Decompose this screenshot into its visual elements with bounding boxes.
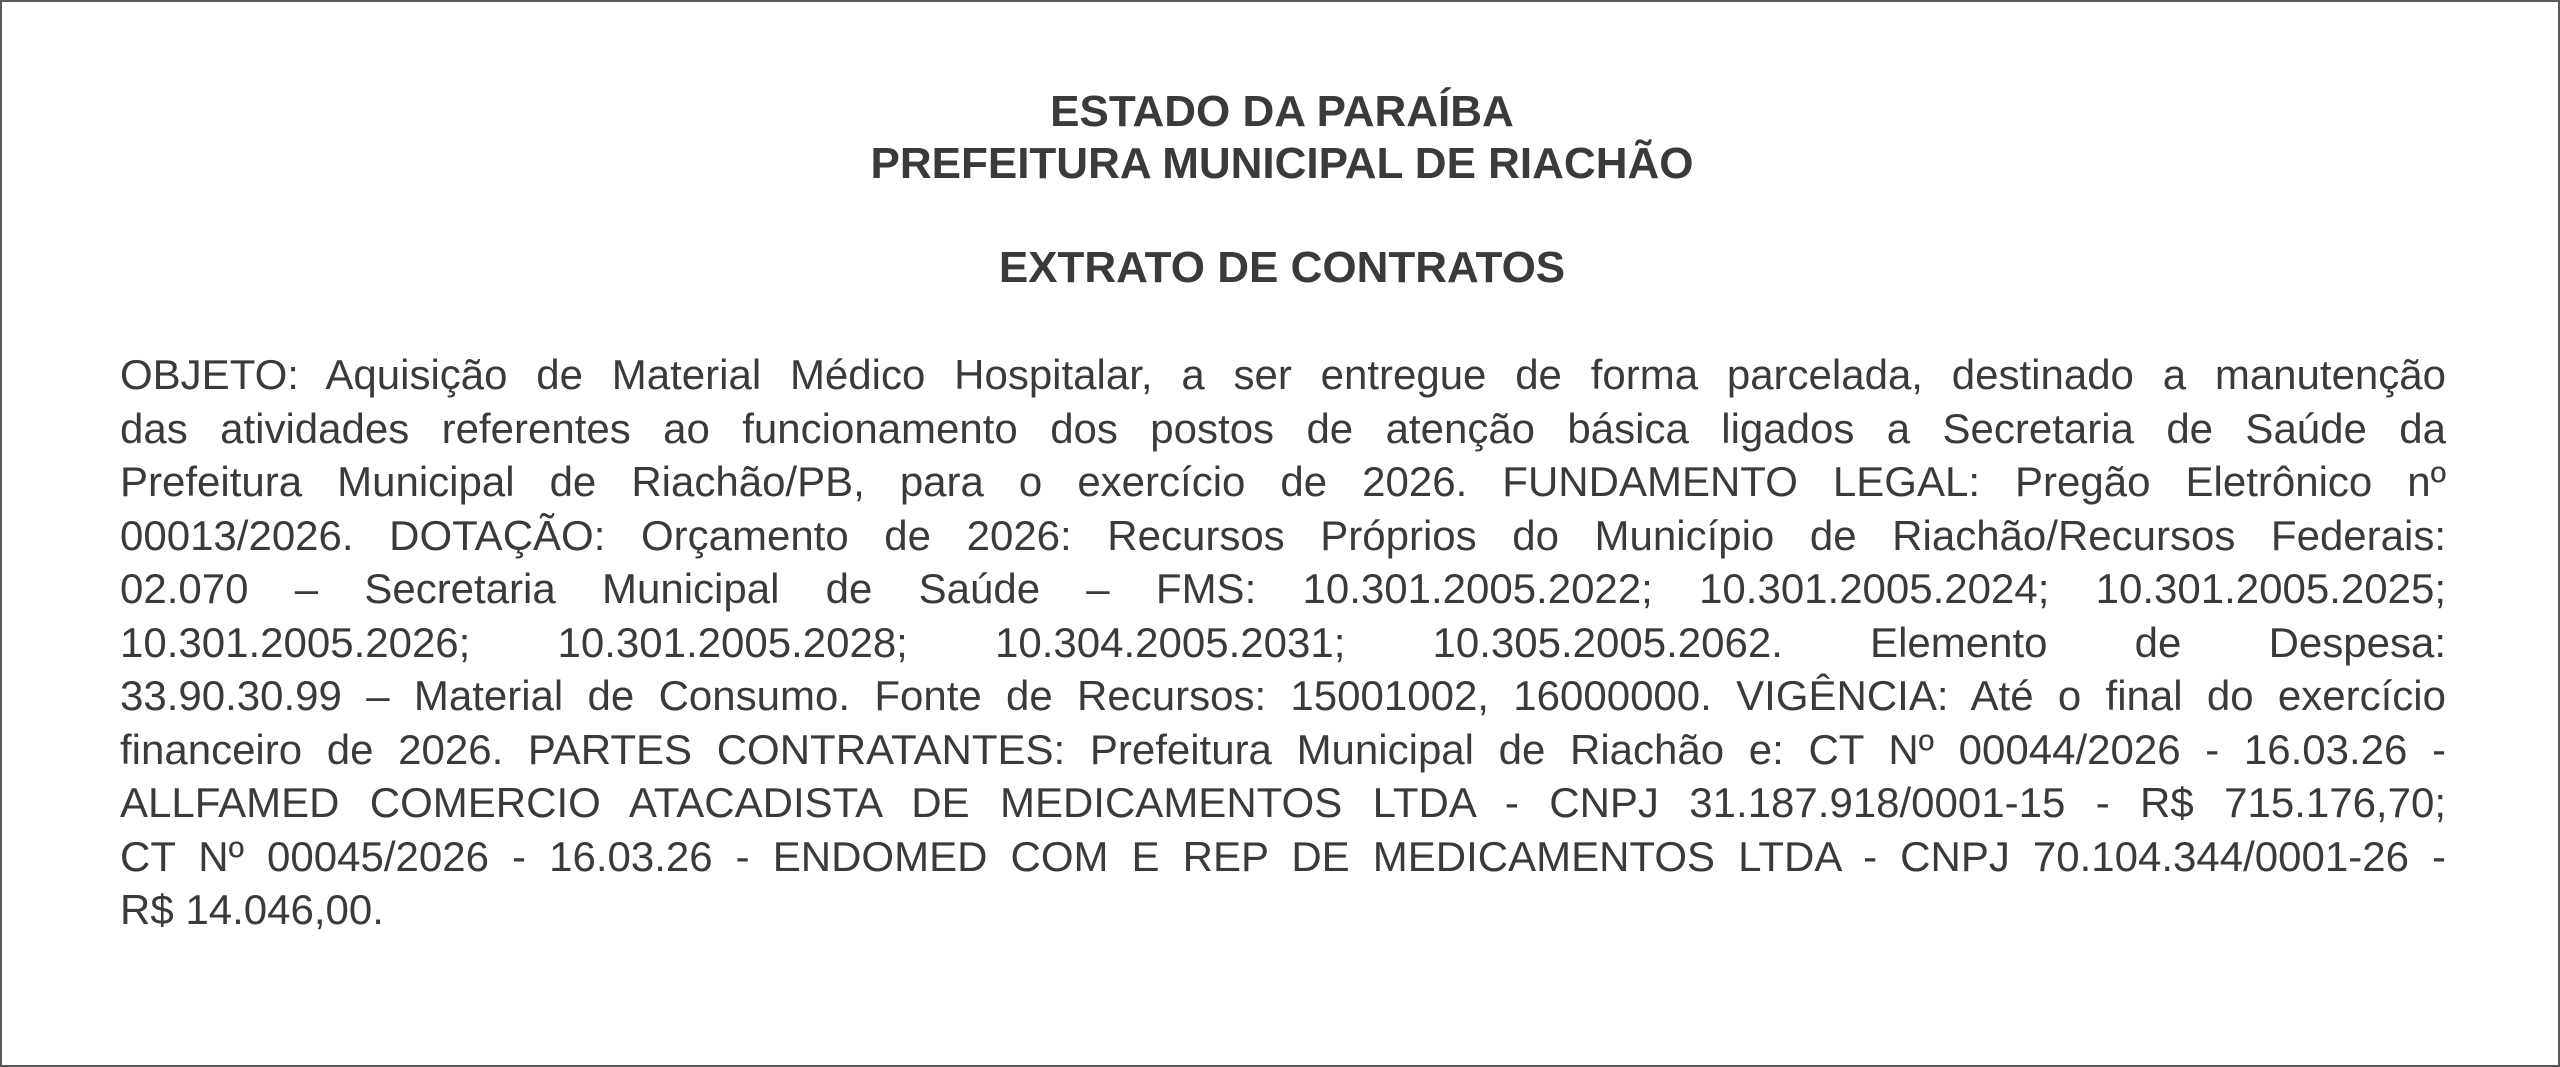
body-line-last: R$ 14.046,00. (120, 886, 384, 933)
body-line: 33.90.30.99 – Material de Consumo. Fonte de Recursos: 15001002, 16000000. VIGÊNCIA: Até o final do exercício (120, 672, 2446, 719)
body-line: 02.070 – Secretaria Municipal de Saúde – FMS: 10.301.2005.2022; 10.301.2005.2024; 10.301.2005.2025; (120, 565, 2446, 612)
body-line: ALLFAMED COMERCIO ATACADISTA DE MEDICAMENTOS LTDA - CNPJ 31.187.918/0001-15 - R$ 715.176,70; (120, 779, 2446, 826)
body-line: Prefeitura Municipal de Riachão/PB, para o exercício de 2026. FUNDAMENTO LEGAL: Pregão Eletrônico nº (120, 458, 2446, 505)
body-line: CT Nº 00045/2026 - 16.03.26 - ENDOMED COM E REP DE MEDICAMENTOS LTDA - CNPJ 70.104.344/0001-26 - (120, 832, 2446, 880)
municipality-heading: PREFEITURA MUNICIPAL DE RIACHÃO (870, 139, 1694, 188)
body-line: 10.301.2005.2026; 10.301.2005.2028; 10.304.2005.2031; 10.305.2005.2062. Elemento de Despesa: (120, 618, 2446, 666)
body-line: financeiro de 2026. PARTES CONTRATANTES: Prefeitura Municipal de Riachão e: CT Nº 00044/2026 - 16.03.26 - (120, 725, 2446, 773)
body-line: OBJETO: Aquisição de Material Médico Hospitalar, a ser entregue de forma parcelada, destinado a manutenção (120, 351, 2446, 398)
document-body (120, 348, 2446, 937)
document-header (2, 86, 2560, 190)
body-line: das atividades referentes ao funcionamento dos postos de atenção básica ligados a Secretaria de Saúde da (120, 404, 2446, 452)
state-heading: ESTADO DA PARAÍBA (1050, 87, 1514, 136)
body-line: 00013/2026. DOTAÇÃO: Orçamento de 2026: Recursos Próprios do Município de Riachão/Recursos Federais: (120, 511, 2446, 559)
document-title: EXTRATO DE CONTRATOS (998, 243, 1566, 292)
